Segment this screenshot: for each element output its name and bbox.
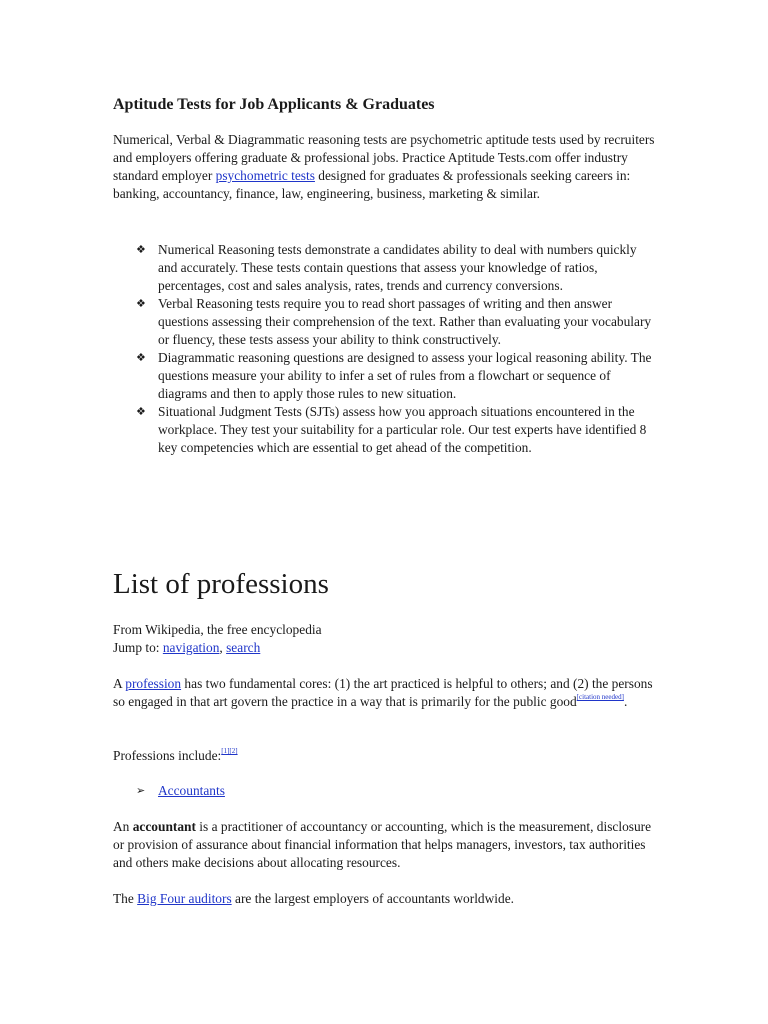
big-four-text: The xyxy=(113,891,138,906)
bullet-text: Numerical Reasoning tests demonstrate a candidates ability to deal with numbers quickly and accurately. These tests contain questions that assess your knowledge of ratios, percentages, cost and sales analysis, rates, trends and currency conversions. xyxy=(158,242,637,293)
wiki-subheader xyxy=(113,621,658,657)
search-link[interactable]: search xyxy=(226,640,261,655)
profession-link[interactable]: profession xyxy=(125,676,182,691)
accountants-link[interactable]: Accountants xyxy=(158,783,225,798)
psychometric-tests-link[interactable]: psychometric tests xyxy=(215,168,315,183)
aptitude-heading-block xyxy=(113,95,658,115)
arrow-bullet-icon: ➢ xyxy=(136,785,146,797)
list-item xyxy=(113,295,658,349)
definition-text: A xyxy=(113,676,126,691)
includes-text: Professions include: xyxy=(113,748,222,763)
diamond-bullet-icon: ❖ xyxy=(136,298,146,310)
page-title: List of professions xyxy=(113,568,329,600)
list-item xyxy=(113,403,658,457)
jump-to-line xyxy=(113,639,658,657)
bullet-text: Diagrammatic reasoning questions are designed to assess your logical reasoning ability. The questions measure your ability to infer a set of rules from a flowchart or sequence of diagrams and then to apply those rules to new situation. xyxy=(158,350,652,401)
big-four-text-end: are the largest employers of accountants worldwide. xyxy=(231,891,515,906)
professions-title-block xyxy=(113,567,658,601)
from-wikipedia: From Wikipedia, the free encyclopedia xyxy=(113,622,322,637)
big-four-auditors-link[interactable]: Big Four auditors xyxy=(137,891,232,906)
big-four-paragraph xyxy=(113,890,658,908)
accountant-paragraph xyxy=(113,818,658,872)
aptitude-intro xyxy=(113,131,658,203)
list-item xyxy=(113,349,658,403)
list-item xyxy=(113,782,658,800)
intro-text-end: designed for graduates & professionals seeking careers in: banking, accountancy, finance, law, engineering, business, marketing & similar. xyxy=(113,168,631,201)
aptitude-bullet-list xyxy=(113,241,658,457)
diamond-bullet-icon: ❖ xyxy=(136,244,146,256)
bullet-text: Situational Judgment Tests (SJTs) assess how you approach situations encountered in the workplace. They test your suitability for a particular role. Our test experts have identified 8 key competencies which are essential to get ahead of the competition. xyxy=(158,404,647,455)
jump-to-label: Jump to: xyxy=(113,640,163,655)
aptitude-heading: Aptitude Tests for Job Applicants & Graduates xyxy=(113,96,435,113)
bullet-text: Verbal Reasoning tests require you to read short passages of writing and then answer questions assessing their comprehension of the text. Rather than evaluating your vocabulary or fluency, these tests assess your ability to think constructively. xyxy=(158,296,652,347)
reference-links[interactable]: [1][2] xyxy=(221,747,238,755)
list-item xyxy=(113,241,658,295)
citation-needed-link[interactable]: [citation needed] xyxy=(576,693,624,701)
accountant-text: An xyxy=(113,819,133,834)
accountant-term: accountant xyxy=(132,819,196,834)
diamond-bullet-icon: ❖ xyxy=(136,406,146,418)
professions-list xyxy=(113,782,658,800)
profession-definition xyxy=(113,675,658,711)
jump-separator: , xyxy=(219,640,227,655)
navigation-link[interactable]: navigation xyxy=(162,640,220,655)
diamond-bullet-icon: ❖ xyxy=(136,352,146,364)
accountant-text-body: is a practitioner of accountancy or accounting, which is the measurement, disclosure or provision of assurance about financial information that helps managers, investors, tax authorities and others make decisions about allocating resources. xyxy=(113,819,652,870)
intro-text: Numerical, Verbal & Diagrammatic reasoning tests are psychometric aptitude tests used by recruiters and employers offering graduate & professional jobs. Practice Aptitude Tests.com offer industry standard employer xyxy=(113,132,655,183)
professions-include xyxy=(113,747,658,765)
definition-text-body: has two fundamental cores: (1) the art practiced is helpful to others; and (2) the persons so engaged in that art govern the practice in a way that is primarily for the public good xyxy=(113,676,653,709)
definition-period: . xyxy=(623,694,628,709)
